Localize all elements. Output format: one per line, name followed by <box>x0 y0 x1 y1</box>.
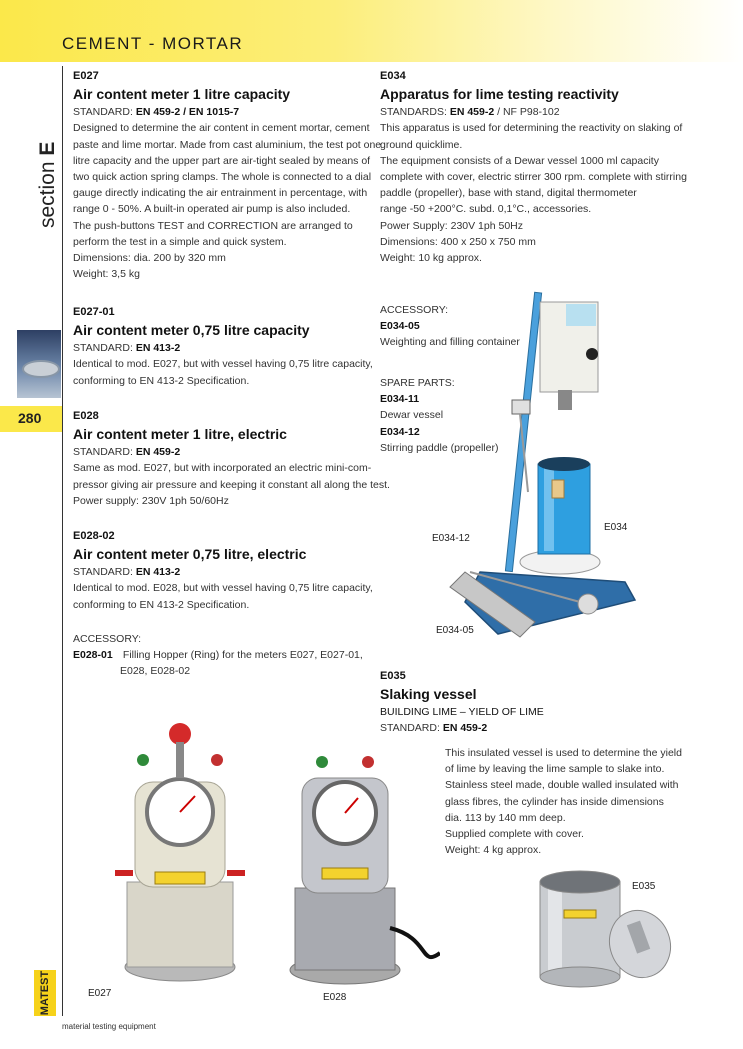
standard-line: STANDARD: EN 459-2 / EN 1015-7 <box>73 106 240 119</box>
product-code: E028 <box>73 410 99 422</box>
section-word: section <box>36 161 59 228</box>
desc-line: two quick action spring clamps. The whole is connected to a dial <box>73 171 372 184</box>
desc-line: pressor giving air pressure and keeping it constant all along the test. <box>73 478 390 491</box>
desc-line: Power Supply: 230V 1ph 50Hz <box>380 219 524 232</box>
desc-line: conforming to EN 413-2 Specification. <box>73 598 250 611</box>
desc-line: litre capacity and the upper part are air-tight sealed by means of <box>73 154 371 167</box>
desc-line: Dimensions: dia. 200 by 320 mm <box>73 252 226 265</box>
desc-line: Identical to mod. E027, but with vessel having 0,75 litre capacity, <box>73 358 373 371</box>
desc-line: glass fibres, the cylinder has inside dimensions <box>445 795 664 808</box>
image-label-e034-05: E034-05 <box>436 625 474 636</box>
product-title: Slaking vessel <box>380 686 477 703</box>
desc-line: paste and lime mortar. Made from cast aluminium, the test pot one <box>73 138 382 151</box>
accessory-code: E028-01 <box>73 649 113 662</box>
section-thumbnail-image <box>17 330 61 398</box>
desc-line: Dimensions: 400 x 250 x 750 mm <box>380 235 536 248</box>
desc-line: Weight: 3,5 kg <box>73 268 140 281</box>
margin-rule <box>62 66 63 1016</box>
footer-tagline: material testing equipment <box>62 1022 156 1031</box>
product-subtitle: BUILDING LIME – YIELD OF LIME <box>380 706 544 719</box>
e027-meter-image <box>95 712 265 992</box>
section-letter: E <box>36 141 59 156</box>
desc-line: Weight: 10 kg approx. <box>380 252 482 265</box>
desc-line: Supplied complete with cover. <box>445 828 584 841</box>
product-title: Apparatus for lime testing reactivity <box>380 86 619 103</box>
image-label-e027: E027 <box>88 988 112 999</box>
page-number: 280 <box>18 410 42 426</box>
accessory-line: E028-01 Filling Hopper (Ring) for the meters E027, E027-01, <box>73 647 363 663</box>
image-label-e034-12: E034-12 <box>432 533 470 544</box>
product-e028-02 <box>73 528 373 613</box>
product-title: Air content meter 1 litre capacity <box>73 86 291 103</box>
desc-line: Stainless steel made, double walled insulated with <box>445 779 679 792</box>
product-title: Air content meter 0,75 litre capacity <box>73 322 310 339</box>
desc-line: The push-buttons TEST and CORRECTION are arranged to <box>73 219 353 232</box>
standard-line: STANDARDS: EN 459-2 / NF P98-102 <box>380 106 560 119</box>
standard-line: STANDARD: EN 413-2 <box>73 342 181 355</box>
standard-line: STANDARD: EN 459-2 <box>380 722 488 735</box>
product-code: E028-02 <box>73 530 115 542</box>
e034-apparatus-image <box>420 282 645 642</box>
desc-line: gauge directly indicating the air entrainment in percentage, with <box>73 187 368 200</box>
image-label-e028: E028 <box>323 992 347 1003</box>
spare-desc: Dewar vessel <box>380 409 444 422</box>
desc-line: range 0 - 50%. A built-in operated air pump is also included. <box>73 203 351 216</box>
accessory-line-2: E028, E028-02 <box>120 665 191 678</box>
product-e027-01 <box>73 304 373 389</box>
image-label-e035: E035 <box>632 881 656 892</box>
spare-desc: Stirring paddle (propeller) <box>380 441 499 454</box>
desc-line: of lime by leaving the lime sample to slake into. <box>445 763 665 776</box>
spare-code: E034-12 <box>380 425 420 438</box>
page-number-tab <box>0 406 62 432</box>
e028-meter-image <box>270 748 440 988</box>
desc-line: ground quicklime. <box>380 138 463 151</box>
product-code: E035 <box>380 670 406 682</box>
standard-line: STANDARD: EN 459-2 <box>73 446 181 459</box>
svg-text:MATEST: MATEST <box>38 970 51 1016</box>
desc-line: range -50 +200°C. subd. 0,1°C., accessories. <box>380 203 592 216</box>
product-title: Air content meter 0,75 litre, electric <box>73 546 307 563</box>
accessory-heading: ACCESSORY: <box>73 633 142 645</box>
accessory-desc: Weighting and filling container <box>380 336 520 349</box>
accessory-heading: ACCESSORY: <box>380 304 449 316</box>
product-code: E027-01 <box>73 306 115 318</box>
e035-vessel-image <box>530 862 680 992</box>
product-code: E034 <box>380 70 406 82</box>
desc-line: Power supply: 230V 1ph 50/60Hz <box>73 494 229 507</box>
desc-line: Weight: 4 kg approx. <box>445 844 542 857</box>
e035-description <box>445 745 682 858</box>
page-title: CEMENT - MORTAR <box>62 34 244 53</box>
desc-line: complete with cover, electric stirrer 300 rpm. complete with stirring <box>380 171 687 184</box>
image-label-e034: E034 <box>604 522 628 533</box>
desc-line: perform the test in a simple and quick system. <box>73 235 287 248</box>
desc-line: This insulated vessel is used to determine the yield <box>445 747 682 759</box>
standard-line: STANDARD: EN 413-2 <box>73 566 181 579</box>
desc-line: paddle (propeller), base with stand, digital thermometer <box>380 187 637 200</box>
product-title: Air content meter 1 litre, electric <box>73 426 287 443</box>
desc-line: dia. 113 by 140 mm deep. <box>445 811 566 824</box>
product-e034 <box>380 68 687 266</box>
accessory-code: E034-05 <box>380 320 420 333</box>
spare-code: E034-11 <box>380 393 420 406</box>
desc-line: The equipment consists of a Dewar vessel 1000 ml capacity <box>380 154 659 167</box>
spare-heading: SPARE PARTS: <box>380 377 455 389</box>
desc-line: conforming to EN 413-2 Specification. <box>73 374 250 387</box>
product-e035 <box>380 668 544 737</box>
section-label <box>36 142 60 228</box>
desc-line: Same as mod. E027, but with incorporated an electric mini-com- <box>73 462 372 475</box>
matest-logo <box>28 970 62 1016</box>
accessory-e028-01 <box>73 631 363 680</box>
desc-line: This apparatus is used for determining the reactivity on slaking of <box>380 122 683 135</box>
product-e027 <box>73 68 381 282</box>
product-e028 <box>73 408 390 509</box>
desc-line: Identical to mod. E028, but with vessel having 0,75 litre capacity, <box>73 582 373 595</box>
product-code: E027 <box>73 70 99 82</box>
desc-line: Designed to determine the air content in cement mortar, cement <box>73 122 370 135</box>
